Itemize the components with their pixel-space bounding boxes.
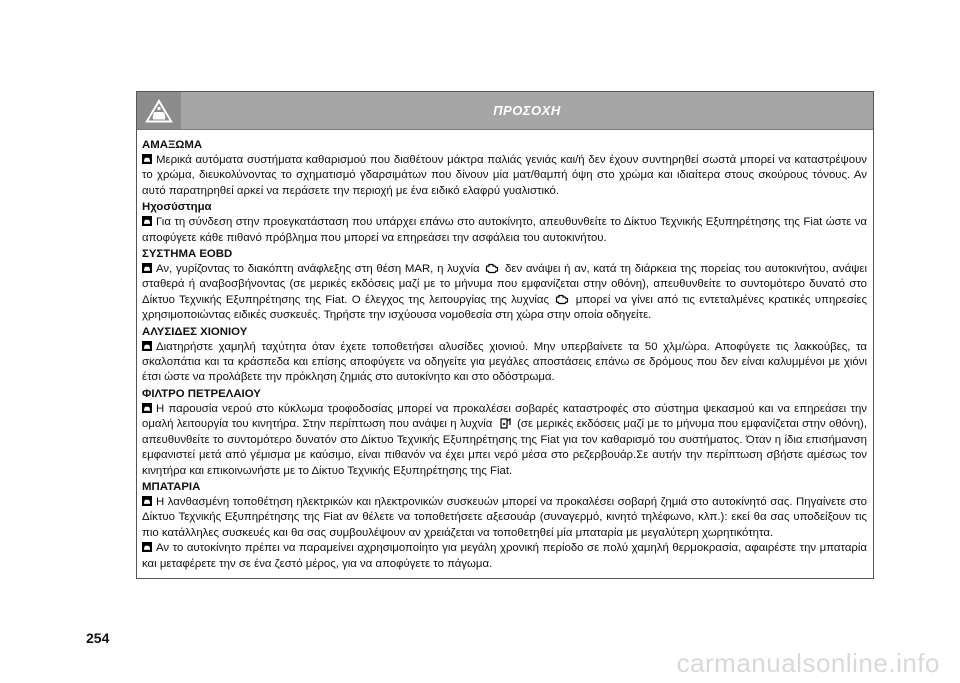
section-heading: ΑΛΥΣΙΔΕΣ ΧΙΟΝΙΟΥ bbox=[142, 325, 248, 338]
car-bullet-icon bbox=[142, 341, 152, 351]
paragraph-text: (σε μερικές εκδόσεις μαζί με το μήνυμα που εμφανίζεται στην οθόνη), απευθυνθείτε το συντομότερο δυνατόν στο Δίκτυο Τεχνικής Εξυπηρέτησης της Fiat για τον καθαρισμό του συστήματος. Όταν η ίδια επισήμανση εμφανιστεί μετά από γέμισμα με καύσιμο, είναι πιθανόν να έχει μπει νερό μέσα στο ρεζερβουάρ.Σε αυτήν την περίπτωση σβήστε αμέσως τον κινητήρα και επικοινωνήστε με το Δίκτυο Τεχνικής Εξυπηρέτησης της Fiat. bbox=[142, 418, 867, 477]
paragraph-text: δεν ανάψει ή αν, κατά τη διάρκεια της πορείας του αυτοκινήτου, ανάψει σταθερά ή αναβοσβήνοντας (σε μερικές εκδόσεις μαζί με το μήνυμα που εμφανίζεται στην οθόνη), απευθυνθείτε το συντομότερο δυνατό στο Δίκτυο Τεχνικής Εξυπηρέτησης της Fiat. Ο έλεγχος της λειτουργίας της λυχνίας bbox=[142, 263, 868, 306]
paragraph-text: Διατηρήστε χαμηλή ταχύτητα όταν έχετε τοποθετήσει αλυσίδες χιονιού. Μην υπερβαίνετε τα 50 χλμ/ώρα. Αποφύγετε τις λακκούβες, τα σκαλοπάτια και τα κράσπεδα και επίσης αποφύγετε να οδηγείτε για μεγάλες αποστάσεις επάνω σε δρόμους που δεν είναι καλυμμένοι με χιόνι έτσι ώστε να προλάβετε την πρόκληση ζημιάς στο αυτοκίνητο και στο οδόστρωμα. bbox=[142, 340, 867, 384]
paragraph-text: Μερικά αυτόματα συστήματα καθαρισμού που διαθέτουν μάκτρα παλιάς γενιάς και/ή δεν έχουν συντηρηθεί σωστά μπορεί να καταστρέψουν το χρώμα, διευκολύνοντας το σχηματισμό γδαρσιμάτων που δίνουν μία ματ/θαμπή όψη στο χρώμα και ιδιαίτερα στους σκούρους τόνους. Αν αυτό παρατηρηθεί αρκεί να περάσετε την περιοχή με ένα ειδικό ελαφρύ γυαλιστικό. bbox=[142, 154, 867, 197]
car-bullet-icon bbox=[142, 263, 152, 273]
car-bullet-icon bbox=[142, 496, 152, 506]
paragraph-text: μπορεί να γίνει από τις εντεταλμένες κρατικές υπηρεσίες χρησιμοποιώντας ειδικές συσκευές. Τηρήστε την ισχύουσα νομοθεσία στη χώρα στην οποία οδηγείτε. bbox=[142, 293, 868, 322]
page-number: 254 bbox=[86, 630, 110, 646]
section-heading: ΜΠΑΤΑΡΙΑ bbox=[142, 480, 201, 493]
paragraph-text: Η παρουσία νερού στο κύκλωμα τροφοδοσίας μπορεί να προκαλέσει σοβαρές καταστροφές στο σύστημα ψεκασμού και να επηρεάσει την ομαλή λειτουργία του κινητήρα. Στην περίπτωση που ανάψει η λυχνία bbox=[142, 402, 867, 431]
section-paragraph bbox=[142, 262, 867, 324]
engine-warning-icon bbox=[555, 293, 569, 305]
car-bullet-icon bbox=[142, 542, 152, 552]
paragraph-text: Αν το αυτοκίνητο πρέπει να παραμείνει αχρησιμοποίητο για μεγάλη χρονική περίοδο σε πολύ χαμηλή θερμοκρασία, αφαιρέστε την μπαταρία και μεταφέρετε την σε ένα ζεστό μέρος, για να αποφύγετε το πάγωμα. bbox=[142, 542, 867, 570]
car-bullet-icon bbox=[142, 216, 152, 226]
section-heading: ΣΥΣΤΗΜΑ EOBD bbox=[142, 248, 233, 261]
section-paragraph bbox=[142, 153, 867, 199]
paragraph-text: Για τη σύνδεση στην προεγκατάσταση που υπάρχει επάνω στο αυτοκίνητο, απευθυνθείτε το Δίκτυο Τεχνικής Εξυπηρέτησης της Fiat ώστε να αποφύγετε κάθε πιθανό πρόβλημα που μπορεί να επηρεάσει την ασφάλεια του αυτοκινήτου. bbox=[142, 216, 867, 244]
car-bullet-icon bbox=[142, 403, 152, 413]
section-heading: Ηχοσύστημα bbox=[142, 201, 212, 214]
section-heading: ΦΙΛΤΡΟ ΠΕΤΡΕΛΑΙΟΥ bbox=[142, 387, 261, 400]
section-paragraph bbox=[142, 402, 867, 479]
car-warning-icon bbox=[137, 92, 181, 129]
section-paragraph bbox=[142, 340, 867, 386]
warning-content bbox=[137, 130, 873, 578]
warning-box bbox=[136, 91, 874, 579]
section-paragraph bbox=[142, 215, 867, 246]
water-in-fuel-icon bbox=[498, 417, 512, 429]
paragraph-text: Αν, γυρίζοντας το διακόπτη ανάφλεξης στη θέση MAR, η λυχνία bbox=[156, 263, 484, 276]
engine-warning-icon bbox=[485, 262, 499, 274]
car-bullet-icon bbox=[142, 154, 152, 164]
warning-title: ΠΡΟΣΟΧΗ bbox=[493, 103, 561, 118]
watermark: carmanualsonline.info bbox=[676, 648, 940, 678]
section-paragraph bbox=[142, 495, 867, 541]
section-paragraph bbox=[142, 541, 867, 572]
paragraph-text: Η λανθασμένη τοποθέτηση ηλεκτρικών και ηλεκτρονικών συσκευών μπορεί να προκαλέσει σοβαρή ζημιά στο αυτοκίνητό σας. Πηγαίνετε στο Δίκτυο Τεχνικής Εξυπηρέτησης της Fiat αν θέλετε να τοποθετήσετε αξεσουάρ (συναγερμό, κινητό τηλέφωνο, κλπ.): εκεί θα σας υποδείξουν τις πιο κατάλληλες συσκευές και θα σας συμβουλέψουν αν χρειάζεται να τοποθετηθεί μία μπαταρία με μεγαλύτερη χωρητικότητα. bbox=[142, 495, 867, 539]
section-heading: ΑΜΑΞΩΜΑ bbox=[142, 139, 203, 151]
warning-header bbox=[137, 92, 873, 130]
